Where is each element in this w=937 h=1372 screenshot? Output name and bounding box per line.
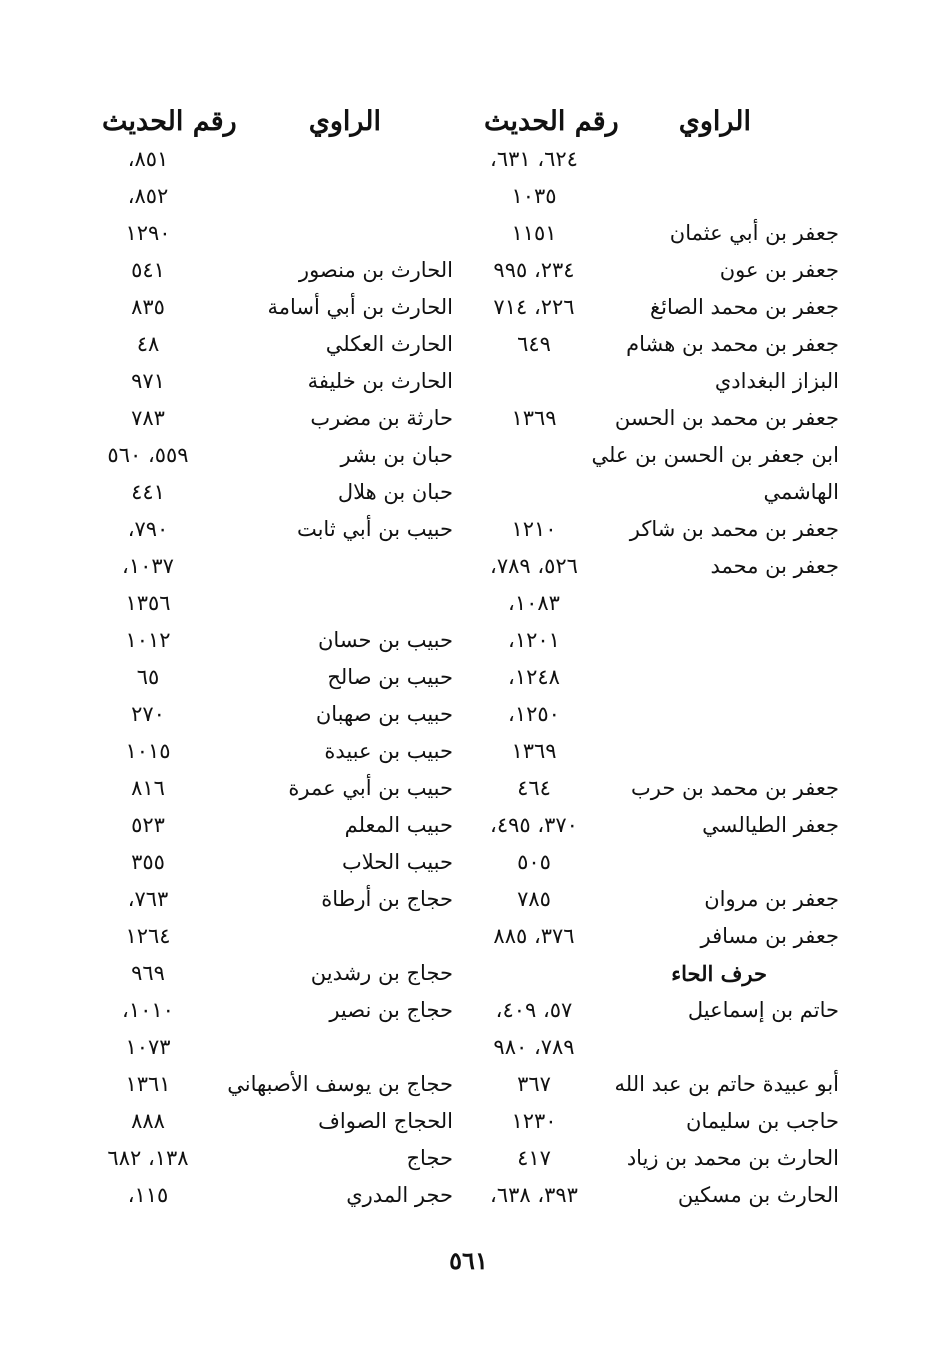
- narrator-name-col2: حجر المدري: [346, 1183, 453, 1207]
- hadith-numbers-col2: ١٠١٠،: [122, 998, 174, 1022]
- narrator-name-col1: جعفر بن محمد الصائغ: [649, 295, 839, 319]
- narrator-name-col2: الحارث بن أبي أسامة: [267, 295, 453, 319]
- narrator-name-col2: الحارث بن منصور: [298, 258, 453, 282]
- header-col2-name: الراوي: [308, 105, 381, 137]
- table-row: [0, 955, 937, 992]
- table-row: [0, 881, 937, 918]
- hadith-numbers-col1: [470, 474, 598, 511]
- hadith-numbers-col1: ٤٦٤: [517, 776, 551, 800]
- hadith-numbers-col1: ٣٧٦، ٨٨٥: [493, 924, 575, 948]
- narrator-name-col2: حبيب الحلاب: [341, 850, 453, 874]
- table-row: [0, 1103, 937, 1140]
- hadith-numbers-col2: ٦٥: [136, 665, 160, 689]
- hadith-numbers-col1: ٢٣٤، ٩٩٥: [493, 258, 575, 282]
- hadith-numbers-col1: ٣٧٠، ٤٩٥،: [490, 813, 578, 837]
- hadith-numbers-col2: ١٣٨، ٦٨٢: [107, 1146, 189, 1170]
- table-row: [0, 770, 937, 807]
- hadith-numbers-col2: ٣٥٥: [131, 850, 165, 874]
- table-row: [0, 1177, 937, 1214]
- hadith-numbers-col1: ١٠٨٣،: [508, 591, 560, 615]
- hadith-numbers-col1: ٧٨٩، ٩٨٠: [493, 1035, 575, 1059]
- table-row: [0, 992, 937, 1029]
- narrator-name-col2: حجاج بن أرطاة: [321, 887, 453, 911]
- narrator-name-col1: ابن جعفر بن الحسن بن علي: [591, 443, 839, 467]
- hadith-numbers-col1: ١٣٦٩: [511, 739, 557, 763]
- header-col2-number: رقم الحديث: [102, 105, 237, 137]
- hadith-numbers-col1: [470, 437, 598, 474]
- narrator-name-col2: حبان بن بشر: [340, 443, 453, 467]
- narrator-name-col2: حبيب بن صالح: [327, 665, 453, 689]
- hadith-numbers-col1: ١٠٣٥: [511, 184, 557, 208]
- table-row: [0, 585, 937, 622]
- hadith-numbers-col2: ٨٥٢،: [127, 184, 169, 208]
- hadith-numbers-col1: ١٢٤٨،: [508, 665, 560, 689]
- table-row: [0, 844, 937, 881]
- hadith-numbers-col2: ٤٨: [136, 332, 160, 356]
- narrator-name-col1: جعفر بن محمد بن هشام: [626, 332, 839, 356]
- narrator-name-col2: حبان بن هلال: [337, 480, 453, 504]
- hadith-numbers-col2: ١٠٣٧،: [122, 554, 174, 578]
- hadith-numbers-col2: ١٢٩٠: [125, 221, 171, 245]
- narrator-name-col2: حجاج: [406, 1146, 453, 1170]
- narrator-name-col1: جعفر بن عون: [719, 258, 839, 282]
- hadith-numbers-col2: ٨٣٥: [131, 295, 165, 319]
- narrator-name-col2: حجاج بن يوسف الأصبهاني: [227, 1072, 453, 1096]
- narrator-name-col2: الحارث بن خليفة: [307, 369, 453, 393]
- hadith-numbers-col2: ١٣٦١: [125, 1072, 171, 1096]
- narrator-name-col1: الحارث بن محمد بن زياد: [626, 1146, 839, 1170]
- hadith-numbers-col2: ٧٩٠،: [127, 517, 169, 541]
- hadith-numbers-col1: ٥٢٦، ٧٨٩،: [490, 554, 578, 578]
- hadith-numbers-col1: [470, 363, 598, 400]
- narrator-name-col1: حاتم بن إسماعيل: [687, 998, 839, 1022]
- hadith-numbers-col1: ٤١٧: [517, 1146, 551, 1170]
- hadith-numbers-col2: ١٠٧٣: [125, 1035, 171, 1059]
- narrator-name-col1: أبو عبيدة حاتم بن عبد الله: [614, 1072, 839, 1096]
- hadith-numbers-col1: [470, 955, 598, 992]
- narrator-name-col2: حبيب بن عبيدة: [324, 739, 453, 763]
- table-row: [0, 474, 937, 511]
- hadith-numbers-col2: ١٣٥٦: [125, 591, 171, 615]
- hadith-numbers-col2: ٨٨٨: [131, 1109, 165, 1133]
- table-row: [0, 215, 937, 252]
- table-row: [0, 326, 937, 363]
- table-row: [0, 1066, 937, 1103]
- narrator-name-col1: جعفر بن محمد بن الحسن: [614, 406, 839, 430]
- narrator-name-col1: جعفر بن مروان: [704, 887, 839, 911]
- table-row: [0, 511, 937, 548]
- table-row: [0, 548, 937, 585]
- narrator-name-col1: جعفر بن محمد بن حرب: [631, 776, 839, 800]
- table-row: [0, 141, 937, 178]
- narrator-name-col2: حبيب بن أبي عمرة: [288, 776, 453, 800]
- narrator-name-col2: حجاج بن رشدين: [310, 961, 453, 985]
- table-row: [0, 733, 937, 770]
- narrator-name-col2: الحجاج الصواف: [318, 1109, 453, 1133]
- hadith-numbers-col2: ٢٧٠: [131, 702, 165, 726]
- table-row: [0, 622, 937, 659]
- header-col1-number: رقم الحديث: [484, 105, 619, 137]
- narrator-name-col2: حبيب بن حسان: [318, 628, 453, 652]
- hadith-numbers-col1: ٢٢٦، ٧١٤: [493, 295, 575, 319]
- narrator-name-col1: جعفر بن مسافر: [700, 924, 839, 948]
- table-row: [0, 807, 937, 844]
- hadith-numbers-col1: ٦٢٤، ٦٣١،: [490, 147, 578, 171]
- hadith-numbers-col1: ١٢٠١،: [508, 628, 560, 652]
- hadith-numbers-col1: ٥٠٥: [517, 850, 551, 874]
- narrator-name-col1: حاجب بن سليمان: [685, 1109, 839, 1133]
- hadith-numbers-col1: ١٢١٠: [511, 517, 557, 541]
- table-row: [0, 1140, 937, 1177]
- narrator-name-col2: حبيب بن صهبان: [315, 702, 453, 726]
- table-row: [0, 400, 937, 437]
- narrator-name-col1: جعفر بن أبي عثمان: [669, 221, 839, 245]
- hadith-numbers-col1: ٣٦٧: [517, 1072, 551, 1096]
- hadith-numbers-col2: ١٢٦٤: [125, 924, 171, 948]
- hadith-numbers-col1: ١٢٣٠: [511, 1109, 557, 1133]
- narrator-name-col2: حجاج بن نصير: [329, 998, 453, 1022]
- hadith-numbers-col1: ١٣٦٩: [511, 406, 557, 430]
- hadith-numbers-col2: ١٠١٢: [125, 628, 171, 652]
- narrator-name-col2: حارثة بن مضرب: [310, 406, 453, 430]
- narrator-name-col1: الحارث بن مسكين: [677, 1183, 839, 1207]
- hadith-numbers-col2: ٨٥١،: [127, 147, 169, 171]
- narrator-name-col2: حبيب المعلم: [344, 813, 453, 837]
- table-row: [0, 696, 937, 733]
- narrator-name-col1: جعفر الطيالسي: [702, 813, 839, 837]
- table-row: [0, 178, 937, 215]
- section-heading: حرف الحاء: [671, 961, 767, 986]
- table-row: [0, 659, 937, 696]
- table-row: [0, 289, 937, 326]
- hadith-numbers-col1: ٥٧، ٤٠٩،: [495, 998, 573, 1022]
- hadith-numbers-col2: ٩٧١: [131, 369, 165, 393]
- hadith-numbers-col2: ٤٤١: [131, 480, 165, 504]
- table-row: [0, 252, 937, 289]
- hadith-numbers-col2: ١١٥،: [127, 1183, 169, 1207]
- hadith-numbers-col1: ٣٩٣، ٦٣٨،: [490, 1183, 578, 1207]
- narrator-name-col2: حبيب بن أبي ثابت: [296, 517, 453, 541]
- table-row: [0, 363, 937, 400]
- hadith-numbers-col2: ٥٥٩، ٥٦٠: [107, 443, 189, 467]
- hadith-numbers-col2: ٨١٦: [131, 776, 165, 800]
- table-row: [0, 1029, 937, 1066]
- hadith-numbers-col2: ٥٤١: [131, 258, 165, 282]
- hadith-numbers-col2: ٧٨٣: [131, 406, 165, 430]
- narrator-name-col2: الحارث العكلي: [325, 332, 453, 356]
- hadith-numbers-col2: ١٠١٥: [125, 739, 171, 763]
- table-row: [0, 437, 937, 474]
- narrator-name-col1: الهاشمي: [763, 480, 839, 504]
- narrator-name-col1: البزاز البغدادي: [714, 369, 839, 393]
- narrator-name-col1: جعفر بن محمد: [710, 554, 839, 578]
- hadith-numbers-col1: ٧٨٥: [517, 887, 551, 911]
- page-number: ٥٦١: [449, 1246, 488, 1275]
- hadith-numbers-col1: ١١٥١: [511, 221, 557, 245]
- hadith-numbers-col1: ١٢٥٠،: [508, 702, 560, 726]
- hadith-numbers-col2: ٧٦٣،: [127, 887, 169, 911]
- hadith-numbers-col1: ٦٤٩: [517, 332, 551, 356]
- header-col1-name: الراوي: [678, 105, 751, 137]
- narrator-name-col1: جعفر بن محمد بن شاكر: [629, 517, 839, 541]
- hadith-numbers-col2: ٩٦٩: [131, 961, 165, 985]
- hadith-numbers-col2: ٥٢٣: [131, 813, 165, 837]
- table-row: [0, 918, 937, 955]
